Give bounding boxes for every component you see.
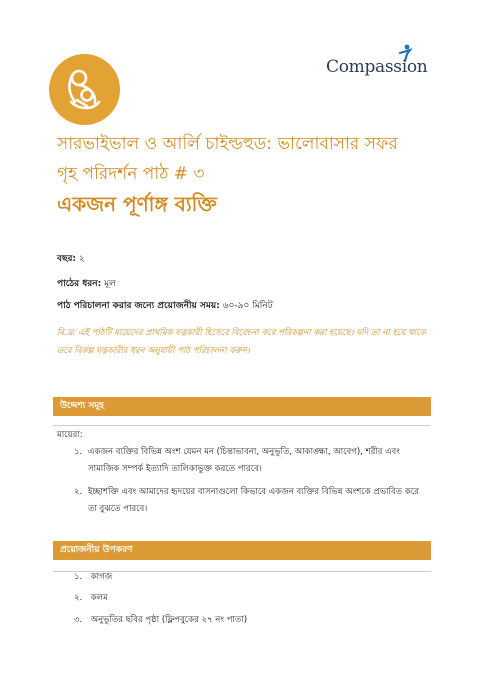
mother-child-logo-icon — [49, 54, 120, 125]
divider — [53, 425, 431, 426]
material-number: ৩. — [74, 615, 83, 625]
material-text: কলম — [90, 593, 108, 603]
type-row — [57, 276, 116, 291]
lesson-title: একজন পূর্ণাঙ্গ ব্যক্তি — [57, 192, 217, 216]
objective-text: একজন ব্যক্তির বিভিন্ন অংশ যেমন মন (চিন্তাভাবনা, অনুভূতি, আকাঙ্ক্ষা, আবেগ), শরীর এবং সামাজিক সম্পর্ক ইত্যাদি তালিকাভুক্ত করতে পারবে। — [88, 447, 400, 474]
material-number: ১. — [74, 572, 83, 582]
caregiver-note: বি.দ্র: এই পাঠটি মায়েদের প্রাথমিক যত্নকারী হিসেবে বিবেচনা করে পরিকল্পনা করা হয়েছে। যদি তা না হয়ে থাকে তবে বিকল্প যত্নকারীর ধরন অনুযায়ী পাঠ পরিচালনা করুন। — [57, 328, 426, 356]
material-item — [74, 591, 108, 605]
material-item — [74, 570, 112, 584]
age-row — [57, 251, 85, 266]
program-title: সারভাইভাল ও আর্লি চাইল্ডহুড: ভালোবাসার সফর — [57, 134, 398, 154]
lesson-number: গৃহ পরিদর্শন পাঠ # ৩ — [57, 164, 205, 184]
objective-number: ১. — [74, 447, 83, 457]
objective-text: ইচ্ছাশক্তি এবং আমাদের হৃদয়ের বাসনাগুলো কিভাবে একজন ব্যক্তির বিভিন্ন অংশকে প্রভাবিত করে তা বুঝতে পারবে। — [88, 487, 419, 514]
objectives-intro: মায়েরা: — [57, 430, 83, 440]
brand-name: Compassion — [326, 57, 428, 77]
materials-heading: প্রয়োজনীয় উপকরণ — [53, 541, 431, 560]
time-label: পাঠ পরিচালনা করার জন্যে প্রয়োজনীয় সময়: — [57, 301, 220, 311]
time-row — [57, 298, 273, 313]
material-item — [74, 613, 247, 627]
objective-number: ২. — [74, 487, 83, 497]
material-number: ২. — [74, 593, 83, 603]
type-value: মূল — [104, 279, 116, 289]
material-text: অনুভূতির ছবির পৃষ্ঠা (ফ্লিপবুকের ২৭ নং পাতা) — [90, 615, 248, 625]
material-text: কাগজ — [90, 572, 113, 582]
time-value: ৬০-৯০ মিনিট — [222, 301, 273, 311]
age-value: ২ — [78, 254, 85, 264]
age-label: বছর: — [57, 254, 77, 264]
type-label: পাঠের ধরন: — [57, 279, 102, 289]
compassion-brand — [326, 44, 438, 78]
objectives-heading: উদ্দেশ্য সমূহ — [53, 397, 431, 416]
